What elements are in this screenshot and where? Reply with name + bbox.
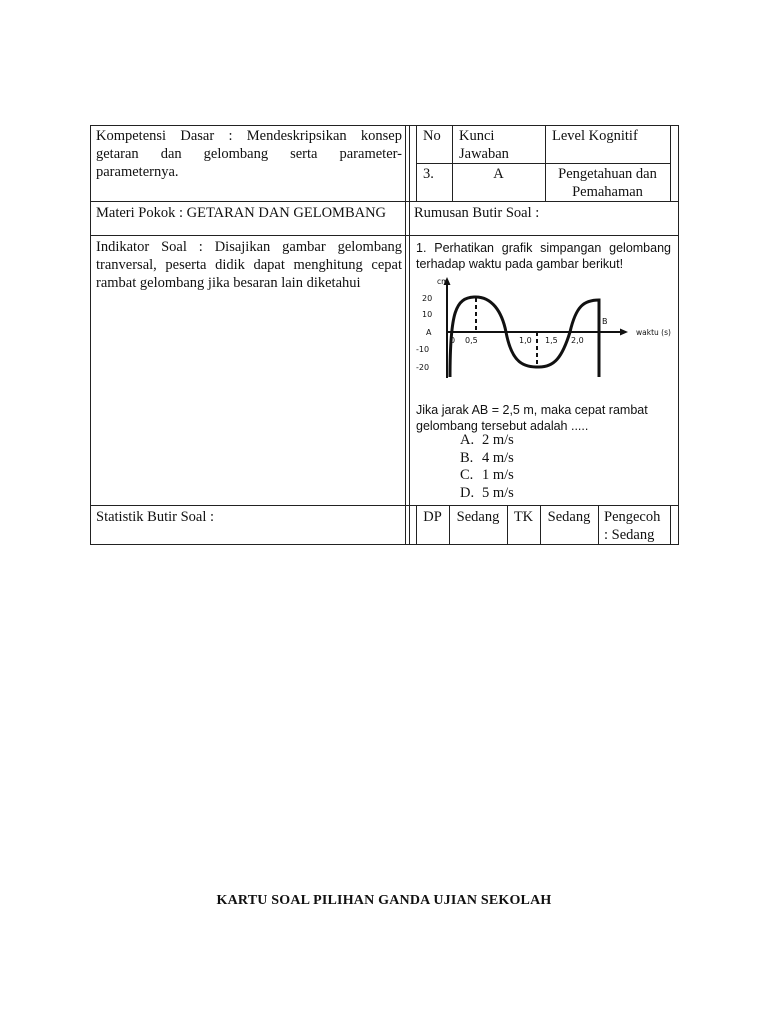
option-text: 4 m/s xyxy=(482,449,514,466)
option-letter: A. xyxy=(460,432,475,448)
dp-label: DP xyxy=(423,509,442,525)
level-label: Level Kognitif xyxy=(552,128,638,144)
y-unit-label: cm xyxy=(437,277,449,286)
column-divider xyxy=(405,125,406,544)
card-footer-title: KARTU SOAL PILIHAN GANDA UJIAN SEKOLAH xyxy=(216,893,552,908)
option-text: 5 m/s xyxy=(482,484,514,501)
y-tick: -20 xyxy=(416,363,430,372)
option-c xyxy=(460,467,514,485)
option-text: 1 m/s xyxy=(482,467,514,483)
x-tick: 0 xyxy=(450,336,456,345)
no-label: No xyxy=(423,128,441,144)
y-tick: 10 xyxy=(422,310,433,319)
question-followup: Jika jarak AB = 2,5 m, maka cepat rambat gelombang tersebut adalah ..... xyxy=(416,403,648,433)
option-letter: D. xyxy=(460,484,475,501)
point-b-label: B xyxy=(602,317,608,326)
point-a-label: A xyxy=(426,328,432,337)
question-text: 1. Perhatikan grafik simpangan gelombang terhadap waktu pada gambar berikut! xyxy=(416,241,671,271)
no-value: 3. xyxy=(423,166,434,182)
x-axis-arrow xyxy=(620,329,628,336)
option-b xyxy=(460,450,514,468)
wave-graph xyxy=(414,276,676,388)
answer-options xyxy=(460,432,514,502)
table-line xyxy=(670,505,671,544)
tk-label: TK xyxy=(513,509,534,525)
dp-value: Sedang xyxy=(456,509,500,525)
table-line xyxy=(598,505,599,544)
level-value: Pengetahuan dan Pemahaman xyxy=(558,166,657,200)
table-line xyxy=(416,163,670,164)
y-tick: 20 xyxy=(422,294,433,303)
divider xyxy=(90,201,679,202)
x-unit-label: waktu (s) xyxy=(636,328,671,337)
x-tick: 1,5 xyxy=(545,336,558,345)
option-d xyxy=(460,485,514,503)
kompetensi-dasar: Kompetensi Dasar : Mendeskripsikan konsep getaran dan gelombang serta parameter-parameternya. xyxy=(96,128,402,180)
option-a xyxy=(460,432,514,450)
divider xyxy=(90,235,679,236)
tk-value: Sedang xyxy=(547,509,591,525)
x-tick: 2,0 xyxy=(571,336,584,345)
divider xyxy=(90,505,679,506)
kunci-label: Kunci Jawaban xyxy=(459,128,509,162)
y-tick: -10 xyxy=(416,345,430,354)
rumusan-label: Rumusan Butir Soal : xyxy=(414,205,540,221)
kunci-value: A xyxy=(493,166,504,182)
option-letter: C. xyxy=(460,467,474,483)
indikator-soal: Indikator Soal : Disajikan gambar gelombang tranversal, peserta didik dapat menghitung cepat rambat gelombang jika besaran lain diketahui xyxy=(96,239,402,291)
x-tick: 0,5 xyxy=(465,336,478,345)
pengecoh-value: Pengecoh : Sedang xyxy=(604,509,661,543)
option-text: 2 m/s xyxy=(482,432,514,448)
column-divider xyxy=(409,125,410,544)
materi-pokok: Materi Pokok : GETARAN DAN GELOMBANG xyxy=(96,205,387,221)
statistik-label: Statistik Butir Soal : xyxy=(96,509,215,525)
question-card xyxy=(90,125,679,545)
option-letter: B. xyxy=(460,449,474,466)
x-tick: 1,0 xyxy=(519,336,532,345)
table-line xyxy=(670,125,671,201)
